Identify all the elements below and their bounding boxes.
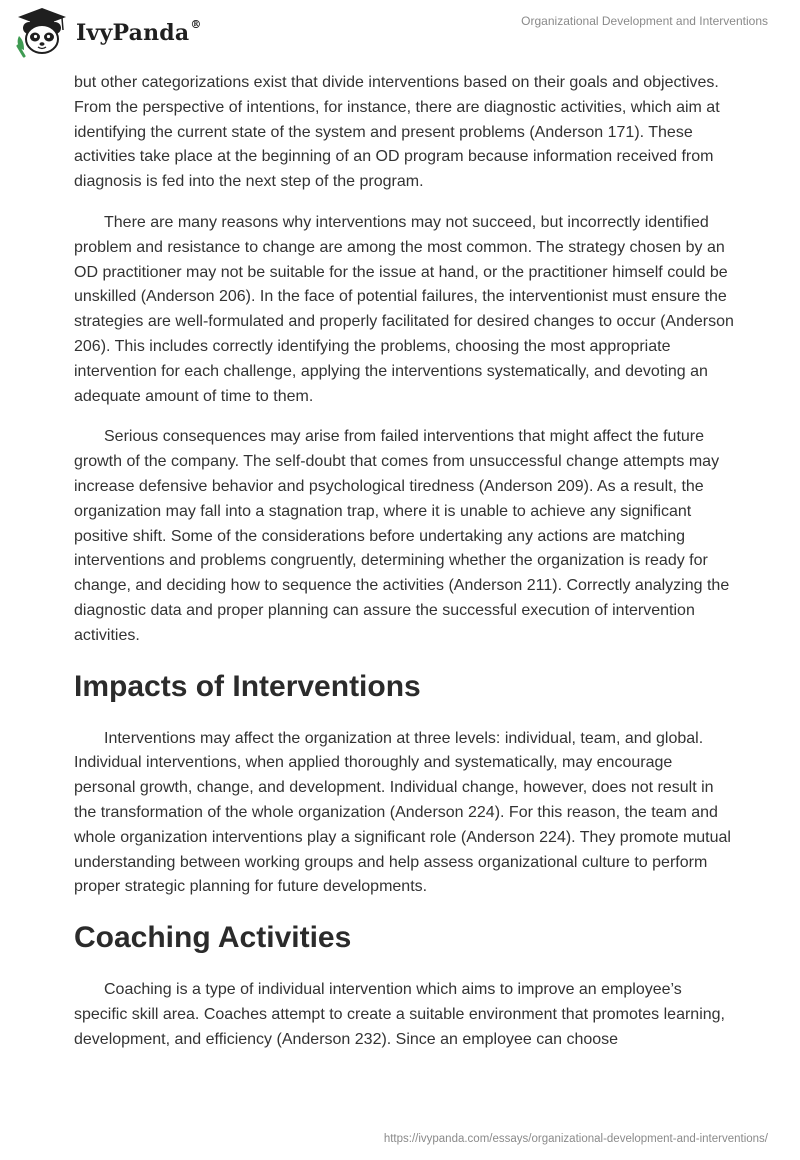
panda-mascot-icon: [14, 6, 70, 58]
paragraph: Coaching is a type of individual intervention which aims to improve an employee’s specific skill area. Coaches attempt to create a suitable environment that promotes learning, development, and efficiency (Anderson 232). Since an employee can choose: [74, 981, 725, 1048]
registered-mark: ®: [190, 18, 202, 31]
section-heading-impacts: Impacts of Interventions: [74, 669, 421, 703]
brand-name: IvyPanda®: [76, 18, 202, 46]
page-header: [0, 0, 800, 70]
document-title: Organizational Development and Interventions: [521, 14, 768, 28]
section-heading-coaching: Coaching Activities: [74, 921, 352, 955]
paragraph: but other categorizations exist that divide interventions based on their goals and objectives. From the perspective of intentions, for instance, there are diagnostic activities, which aim at identifying the current state of the system and present problems (Anderson 171). These activities take place at the beginning of an OD program because information received from diagnosis is fed into the next step of the program.: [74, 74, 720, 191]
paragraph: Serious consequences may arise from failed interventions that might affect the future growth of the company. The self-doubt that comes from unsuccessful change attempts may increase defensive behavior and psychological tiredness (Anderson 209). As a result, the organization may fall into a stagnation trap, where it is unable to achieve any significant positive shift. Some of the considerations before undertaking any actions are matching interventions and problems congruently, determining whether the organization is ready for change, and deciding how to sequence the activities (Anderson 211). Correctly analyzing the diagnostic data and proper planning can assure the successful execution of intervention activities.: [74, 428, 730, 644]
paragraph: Interventions may affect the organization at three levels: individual, team, and global. Individual interventions, when applied thoroughly and systematically, may encourage personal growth, change, and development. Individual change, however, does not result in the transformation of the whole organization (Anderson 224). For this reason, the team and whole organization interventions play a significant role (Anderson 224). They promote mutual understanding between working groups and help assess organizational culture to perform proper strategic planning for future developments.: [74, 729, 731, 896]
source-url-link[interactable]: https://ivypanda.com/essays/organizational-development-and-interventions/: [383, 1133, 768, 1145]
paragraph: There are many reasons why interventions may not succeed, but incorrectly identified problem and resistance to change are among the most common. The strategy chosen by an OD practitioner may not be suitable for the issue at hand, or the practitioner himself could be unskilled (Anderson 206). In the face of potential failures, the interventionist must ensure the strategies are well-formulated and properly facilitated for desired changes to occur (Anderson 206). This includes correctly identifying the problems, choosing the most appropriate intervention for each challenge, applying the interventions systematically, and devoting an adequate amount of time to them.: [74, 213, 734, 405]
essay-content: [74, 71, 734, 1069]
brand-logo[interactable]: [14, 6, 202, 58]
